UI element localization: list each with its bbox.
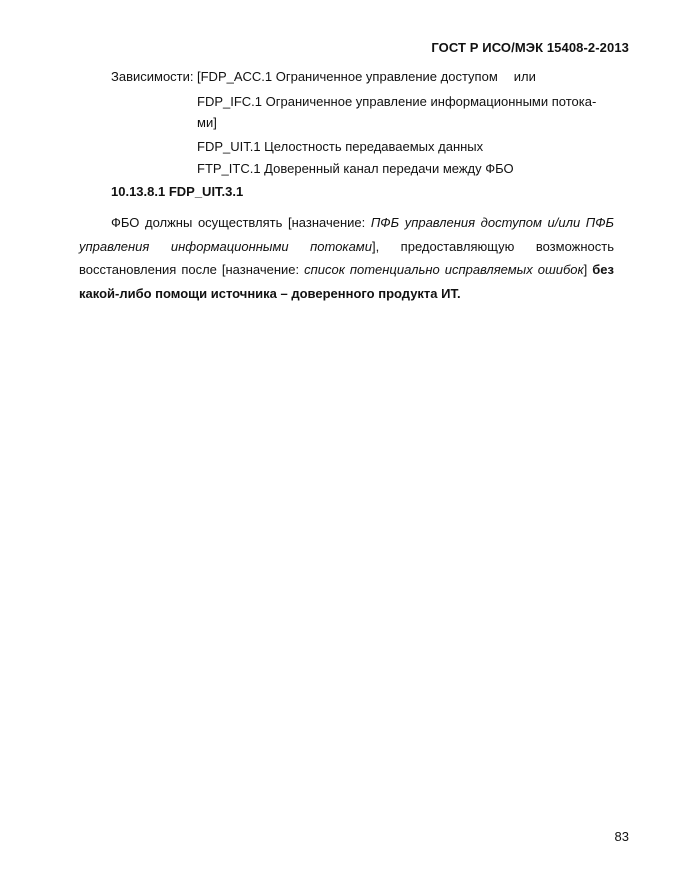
document-header: ГОСТ Р ИСО/МЭК 15408-2-2013 [431, 40, 629, 55]
dependency-ftp-itc: FTP_ITC.1 Доверенный канал передачи между ФБО [197, 161, 514, 176]
para-italic-2: список потенциально исправляемых ошибок [304, 262, 584, 277]
dependency-fdp-uit: FDP_UIT.1 Целостность передаваемых данных [197, 139, 484, 154]
para-text-3: ] [583, 262, 593, 277]
para-italic-1: ПФБ управления доступом и/или ПФБ управления информационными потоками [79, 215, 614, 254]
dependency-fdp-ifc: FDP_IFC.1 Ограниченное управление информационными потока- [197, 94, 597, 109]
or-word: или [513, 69, 536, 84]
dependency-fdp-acc-text: [FDP_ACC.1 Ограниченное управление доступом [197, 69, 498, 84]
para-text-1: ФБО должны осуществлять [назначение: [111, 215, 371, 230]
dependency-fdp-acc [197, 69, 536, 84]
para-bold: без какой-либо помощи источника – доверенного продукта ИТ. [79, 262, 614, 301]
section-title: 10.13.8.1 FDP_UIT.3.1 [111, 184, 244, 199]
para-text-2: ], предоставляющую возможность восстановления после [назначение: [79, 238, 614, 277]
dependencies-label: Зависимости: [111, 69, 194, 84]
body-paragraph [79, 211, 614, 305]
dependency-fdp-ifc-cont: ми] [197, 115, 217, 130]
page-number: 83 [614, 829, 629, 844]
